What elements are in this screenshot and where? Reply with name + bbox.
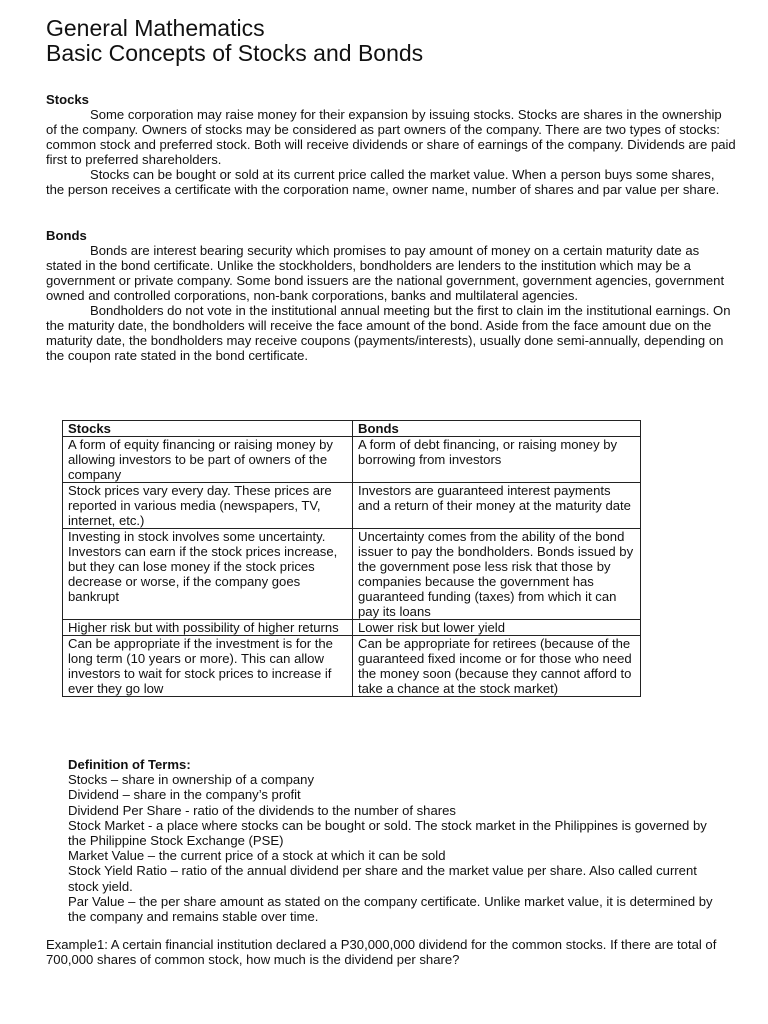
term-item: Stocks – share in ownership of a company (68, 772, 315, 788)
term-item: Market Value – the current price of a stock at which it can be sold (68, 848, 446, 864)
stocks-paragraph-1: Some corporation may raise money for their expansion by issuing stocks. Stocks are shares in the ownership of the company. Owners of stocks may be considered as part owners of the company. There are two types of stocks: common stock and preferred stock. Both will receive dividends or share of earnings of the company. Dividends are paid first to preferred shareholders. (46, 107, 736, 167)
table-cell: Can be appropriate for retirees (because of the guaranteed fixed income or for those who need the money soon (because they cannot afford to take a chance at the stock market) (353, 636, 641, 697)
table-row (63, 437, 641, 483)
term-item: Dividend – share in the company’s profit (68, 787, 301, 803)
bonds-section (46, 228, 736, 363)
term-item: Dividend Per Share - ratio of the dividends to the number of shares (68, 802, 456, 818)
table-cell: Investors are guaranteed interest payments and a return of their money at the maturity date (353, 483, 641, 529)
stocks-section (46, 92, 736, 197)
table-row (63, 636, 641, 697)
terms-heading: Definition of Terms: (68, 757, 191, 772)
header-bonds: Bonds (353, 421, 641, 437)
example-1: Example1: A certain financial institution declared a P30,000,000 dividend for the common stocks. If there are total of 700,000 shares of common stock, how much is the dividend per share? (46, 937, 717, 967)
table-row (63, 620, 641, 636)
stocks-heading: Stocks (46, 92, 89, 107)
table-header-row (63, 421, 641, 437)
document-title (46, 16, 423, 66)
bonds-heading: Bonds (46, 228, 87, 243)
table-cell: Lower risk but lower yield (353, 620, 641, 636)
term-item: Stock Market - a place where stocks can be bought or sold. The stock market in the Philippines is governed by the Philippine Stock Exchange (PSE) (68, 817, 707, 849)
bonds-paragraph-2: Bondholders do not vote in the institutional annual meeting but the first to clain im the institutional earnings. On the maturity date, the bondholders will receive the face amount of the bond. Aside from the face amount due on the maturity date, the bondholders may receive coupons (payments/interests), usually done semi-annually, depending on the coupon rate stated in the bond certificate. (46, 303, 731, 363)
table-row (63, 483, 641, 529)
term-item: Par Value – the per share amount as stated on the company certificate. Unlike market value, it is determined by the company and remains stable over time. (68, 893, 713, 925)
table-cell: A form of equity financing or raising money by allowing investors to be part of owners of the company (63, 437, 353, 483)
header-stocks: Stocks (63, 421, 353, 437)
lesson-title: Basic Concepts of Stocks and Bonds (46, 40, 424, 66)
table-cell: A form of debt financing, or raising money by borrowing from investors (353, 437, 641, 483)
bonds-paragraph-1: Bonds are interest bearing security which promises to pay amount of money on a certain maturity date as stated in the bond certificate. Unlike the stockholders, bondholders are lenders to the institution which may be a government or private company. Some bond issuers are the national government, government agencies, government owned and controlled corporations, non-bank corporations, banks and multilateral agencies. (46, 243, 725, 303)
table-cell: Can be appropriate if the investment is for the long term (10 years or more). This can allow investors to wait for stock prices to increase if ever they go low (63, 636, 353, 697)
comparison-table (62, 420, 641, 697)
term-item: Stock Yield Ratio – ratio of the annual dividend per share and the market value per share. Also called current stock yield. (68, 863, 697, 894)
table-cell: Higher risk but with possibility of higher returns (63, 620, 353, 636)
definition-of-terms (68, 757, 728, 924)
table-cell: Uncertainty comes from the ability of the bond issuer to pay the bondholders. Bonds issued by the government pose less risk that those by companies because the government has guaranteed funding (taxes) from which it can pay its loans (353, 529, 641, 620)
table-row (63, 529, 641, 620)
table-cell: Stock prices vary every day. These prices are reported in various media (newspapers, TV, internet, etc.) (63, 483, 353, 529)
course-title: General Mathematics (46, 15, 265, 41)
stocks-paragraph-2: Stocks can be bought or sold at its current price called the market value. When a person buys some shares, the person receives a certificate with the corporation name, owner name, number of shares and par value per share. (46, 167, 720, 197)
table-cell: Investing in stock involves some uncertainty. Investors can earn if the stock prices increase, but they can lose money if the stock prices decrease or worse, if the company goes bankrupt (63, 529, 353, 620)
